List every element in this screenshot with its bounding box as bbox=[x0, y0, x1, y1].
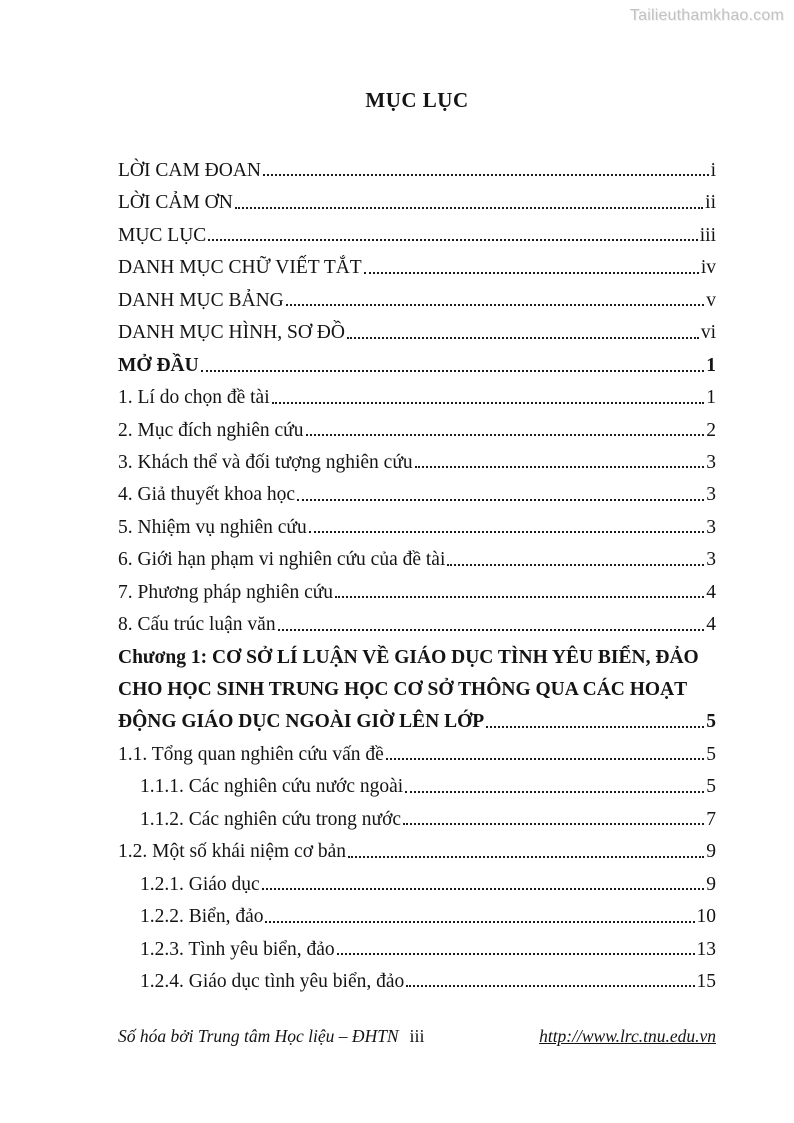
toc-entry-text: 7. Phương pháp nghiên cứu bbox=[118, 581, 334, 603]
toc-entry-text: DANH MỤC BẢNG bbox=[118, 289, 284, 311]
toc-entry-text: LỜI CAM ĐOAN bbox=[118, 160, 261, 182]
toc-entry-page: 4 bbox=[706, 581, 716, 603]
toc-entry bbox=[118, 247, 716, 279]
toc-entry-text: ĐỘNG GIÁO DỤC NGOÀI GIỜ LÊN LỚP bbox=[118, 711, 485, 733]
toc-entry-text: 4. Giả thuyết khoa học bbox=[118, 484, 296, 506]
toc-entry-text: Chương 1: CƠ SỞ LÍ LUẬN VỀ GIÁO DỤC TÌNH YÊU BIỂN, ĐẢO bbox=[118, 646, 699, 668]
toc-entry-page: 5 bbox=[706, 711, 716, 733]
dot-leader bbox=[406, 985, 694, 987]
dot-leader bbox=[347, 337, 699, 339]
toc-entry-page: i bbox=[710, 160, 716, 182]
toc-entry bbox=[118, 864, 716, 896]
toc-entry bbox=[118, 831, 716, 863]
toc-entry-text: 1.2.2. Biển, đảo bbox=[140, 906, 264, 928]
toc-entry-text: 8. Cấu trúc luận văn bbox=[118, 614, 276, 636]
page-footer bbox=[118, 1026, 716, 1047]
toc-entry bbox=[118, 766, 716, 798]
toc-entry-text: 1.2.1. Giáo dục bbox=[140, 873, 260, 895]
toc-entry-text: 1.1.1. Các nghiên cứu nước ngoài bbox=[140, 776, 404, 798]
footer-digitized-note: Số hóa bởi Trung tâm Học liệu – ĐHTN bbox=[118, 1026, 399, 1046]
toc-entry bbox=[118, 604, 716, 636]
toc-entry-page: 3 bbox=[706, 484, 716, 506]
toc-entry-page: 4 bbox=[706, 614, 716, 636]
toc-entry bbox=[118, 896, 716, 928]
toc-entry-page: 9 bbox=[706, 841, 716, 863]
toc-entry bbox=[118, 539, 716, 571]
toc-entry-page: 7 bbox=[706, 808, 716, 830]
footer-library-link[interactable]: http://www.lrc.tnu.edu.vn bbox=[539, 1026, 717, 1046]
toc-entry-page: 3 bbox=[706, 549, 716, 571]
toc-entry-text: 2. Mục đích nghiên cứu bbox=[118, 419, 304, 441]
dot-leader bbox=[386, 758, 704, 760]
dot-leader bbox=[306, 434, 705, 436]
toc-entry bbox=[118, 701, 716, 733]
site-watermark: Tailieuthamkhao.com bbox=[629, 7, 784, 24]
toc-entry-page: 5 bbox=[706, 776, 716, 798]
toc-entry-page: 5 bbox=[706, 743, 716, 765]
toc-entry bbox=[118, 150, 716, 182]
toc-entry bbox=[118, 312, 716, 344]
toc-entry-text: 5. Nhiệm vụ nghiên cứu bbox=[118, 516, 307, 538]
toc-entry-page: vi bbox=[700, 322, 716, 344]
toc-entry bbox=[118, 410, 716, 442]
toc-entry-page: iii bbox=[699, 224, 716, 246]
toc-entry-text: 1.1.2. Các nghiên cứu trong nước bbox=[140, 808, 402, 830]
toc-entry-page: ii bbox=[705, 192, 716, 214]
toc-entry bbox=[118, 442, 716, 474]
dot-leader bbox=[348, 856, 704, 858]
toc-entry-page: 10 bbox=[696, 906, 716, 928]
toc-entry-text: 1.1. Tổng quan nghiên cứu vấn đề bbox=[118, 743, 384, 765]
toc-entry-page: 15 bbox=[696, 970, 716, 992]
dot-leader bbox=[265, 921, 694, 923]
toc-entry-text: 1.2.3. Tình yêu biển, đảo bbox=[140, 938, 335, 960]
dot-leader bbox=[286, 304, 704, 306]
toc-entry bbox=[118, 377, 716, 409]
toc-entry bbox=[118, 669, 716, 701]
toc-entry bbox=[118, 961, 716, 993]
toc-entry-text: 1.2. Một số khái niệm cơ bản bbox=[118, 841, 347, 863]
toc-entry-page: iv bbox=[700, 257, 716, 279]
toc-entry-page: 9 bbox=[706, 873, 716, 895]
dot-leader bbox=[415, 466, 705, 468]
toc-entry-text: 1. Lí do chọn đề tài bbox=[118, 387, 270, 409]
toc-entry bbox=[118, 345, 716, 377]
dot-leader bbox=[278, 629, 705, 631]
toc-entry-text: MỤC LỤC bbox=[118, 224, 207, 246]
toc-entry-text: MỞ ĐẦU bbox=[118, 354, 199, 376]
dot-leader bbox=[447, 564, 704, 566]
toc-entry-page: 1 bbox=[706, 354, 716, 376]
toc-entry-text: 3. Khách thể và đối tượng nghiên cứu bbox=[118, 451, 413, 473]
dot-leader bbox=[262, 888, 705, 890]
toc-entry-text: 1.2.4. Giáo dục tình yêu biển, đảo bbox=[140, 970, 405, 992]
toc-entry bbox=[118, 637, 716, 669]
dot-leader bbox=[235, 207, 703, 209]
dot-leader bbox=[297, 499, 704, 501]
dot-leader bbox=[486, 726, 704, 728]
dot-leader bbox=[335, 596, 704, 598]
toc-entry-text: 6. Giới hạn phạm vi nghiên cứu của đề tài bbox=[118, 549, 446, 571]
toc-entry bbox=[118, 215, 716, 247]
toc-entry bbox=[118, 280, 716, 312]
toc-entry-page: 3 bbox=[706, 451, 716, 473]
dot-leader bbox=[263, 174, 709, 176]
dot-leader bbox=[405, 791, 704, 793]
toc-entry bbox=[118, 507, 716, 539]
toc-entry bbox=[118, 799, 716, 831]
toc-entry bbox=[118, 734, 716, 766]
toc-entry-page: 2 bbox=[706, 419, 716, 441]
toc-entry bbox=[118, 182, 716, 214]
dot-leader bbox=[337, 953, 695, 955]
toc-entry-page: 1 bbox=[706, 387, 716, 409]
toc-entry-page: 13 bbox=[696, 938, 716, 960]
toc-entry-text: DANH MỤC CHỮ VIẾT TẮT bbox=[118, 257, 362, 279]
dot-leader bbox=[309, 531, 705, 533]
dot-leader bbox=[272, 402, 705, 404]
toc-list bbox=[118, 150, 716, 993]
toc-entry bbox=[118, 474, 716, 506]
footer-link-wrap bbox=[425, 1026, 717, 1047]
toc-entry bbox=[118, 929, 716, 961]
toc-entry bbox=[118, 572, 716, 604]
toc-entry-text: DANH MỤC HÌNH, SƠ ĐỒ bbox=[118, 322, 345, 344]
toc-entry-text: LỜI CẢM ƠN bbox=[118, 192, 233, 214]
dot-leader bbox=[201, 370, 705, 372]
toc-entry-page: v bbox=[706, 289, 716, 311]
toc-entry-text: CHO HỌC SINH TRUNG HỌC CƠ SỞ THÔNG QUA CÁC HOẠT bbox=[118, 679, 688, 701]
page-title: MỤC LỤC bbox=[365, 88, 469, 112]
footer-page-number: iii bbox=[409, 1026, 425, 1046]
toc-entry-page: 3 bbox=[706, 516, 716, 538]
dot-leader bbox=[364, 272, 699, 274]
dot-leader bbox=[208, 239, 697, 241]
dot-leader bbox=[403, 823, 704, 825]
